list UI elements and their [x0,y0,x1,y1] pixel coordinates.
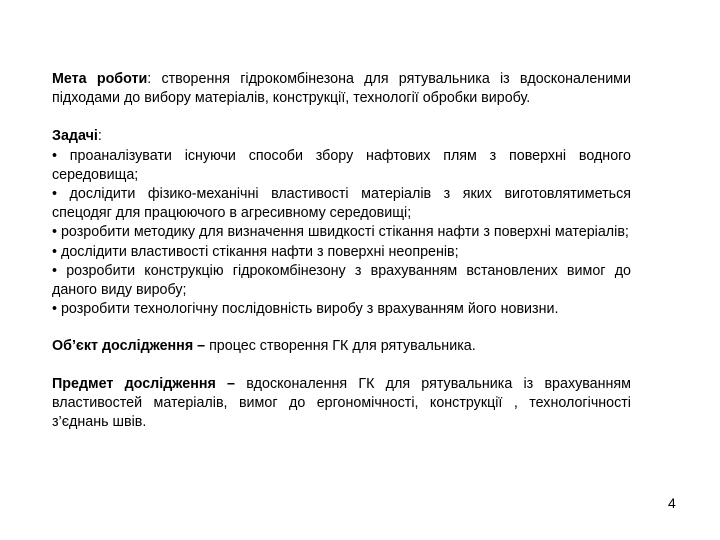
goal-paragraph [52,70,631,108]
subject-paragraph [52,375,631,433]
task-item: • розробити конструкцію гідрокомбінезону з врахуванням встановлених вимог до даного виду виробу; [52,262,631,299]
goal-label: Мета роботи [52,71,148,87]
task-item: • розробити методику для визначення швидкості стікання нафти з поверхні матеріалів; [52,224,629,241]
tasks-heading: Задачі [52,128,98,145]
subject-text: вдосконалення ГК для рятувальника із врахуванням властивостей матеріалів, вимог до ергономічності, конструкції , технологічності з’єднань швів. [52,375,631,431]
tasks-section [52,127,631,319]
task-item: • проаналізувати існуючи способи збору нафтових плям з поверхні водного середовища; [52,147,631,183]
object-text: процес створення ГК для рятувальника. [205,338,476,355]
subject-label: Предмет дослідження – [52,375,235,392]
object-paragraph [52,337,631,356]
task-item: • дослідити фізико-механічні властивості матеріалів з яких виготовлятиметься спецодяг для працюючого в агресивному середовищі; [52,186,631,222]
tasks-heading-line [52,127,631,146]
goal-text: : створення гідрокомбінезона для рятувальника із вдосконаленими підходами до вибору матеріалів, конструкції, технології обробки виробу. [52,71,631,107]
slide-content [52,70,631,432]
task-item: • дослідити властивості стікання нафти з поверхні неопренів; [52,243,459,260]
tasks-heading-suffix: : [97,128,102,145]
task-item: • розробити технологічну послідовність виробу з врахуванням його новизни. [52,301,559,318]
object-label: Об’єкт дослідження – [52,338,206,355]
page-number: 4 [668,495,676,511]
